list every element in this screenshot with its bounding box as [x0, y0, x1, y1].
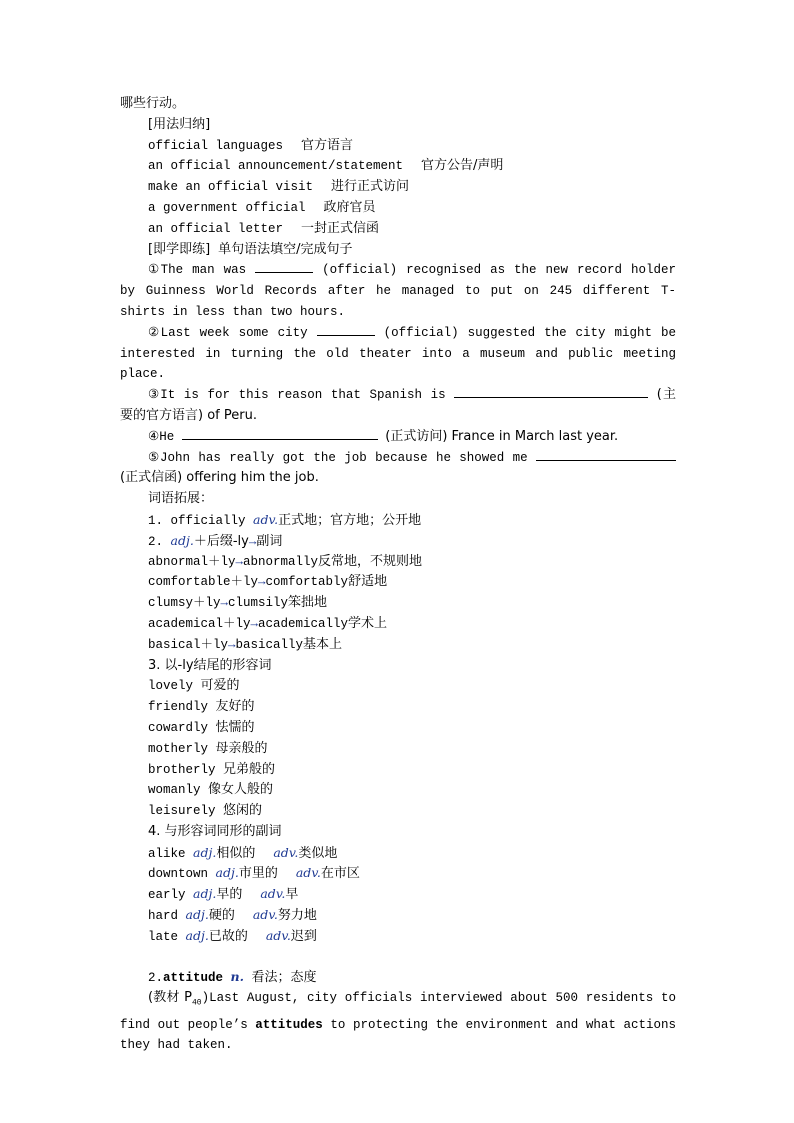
answer-blank[interactable]: [536, 448, 676, 461]
word: brotherly: [148, 762, 216, 777]
translation: 怯懦的: [215, 719, 255, 735]
text: ③It is for this reason that Spanish is: [148, 388, 446, 403]
text: basical＋ly: [148, 637, 229, 652]
exercise-3: [120, 385, 676, 427]
arrow-icon: →: [250, 616, 259, 631]
extension-item-2: [120, 531, 676, 552]
answer-blank[interactable]: [255, 260, 313, 273]
spacer: [120, 947, 676, 968]
same-form-row: [120, 863, 676, 884]
word: hard: [148, 909, 179, 924]
text: 3. 以-ly结尾的形容词: [148, 657, 272, 673]
part-of-speech: adj.: [185, 907, 209, 923]
translation: 看法；态度: [251, 970, 317, 986]
text: )Last August, city officials interviewed about 500 residents to find out people’s: [120, 991, 676, 1032]
text: academical＋ly: [148, 616, 251, 631]
text: academically: [258, 616, 349, 631]
translation: 相似的: [216, 845, 256, 861]
section-label-practice: [120, 240, 676, 261]
translation: 兄弟般的: [223, 761, 276, 777]
word: motherly: [148, 741, 209, 756]
textbook-example: [120, 988, 676, 1056]
arrow-icon: →: [235, 554, 244, 569]
word-row: [120, 801, 676, 822]
usage-item: [120, 136, 676, 157]
phrase: make an official visit: [148, 180, 314, 195]
text: (official) suggested the city might be interested in turning the old theater into a museum and public meeting place.: [120, 325, 676, 382]
translation: 一封正式信函: [301, 220, 380, 236]
part-of-speech: adv.: [252, 907, 278, 923]
extension-item-4: [120, 822, 676, 843]
part-of-speech: adj.: [193, 886, 217, 902]
translation: 反常地，不规则地: [318, 553, 423, 569]
usage-item: [120, 198, 676, 219]
exercise-1: [120, 260, 676, 322]
extension-item-1: [120, 510, 676, 531]
word: downtown: [148, 867, 209, 882]
text: 1. officially: [148, 513, 246, 528]
translation: 进行正式访问: [331, 179, 410, 195]
usage-item: [120, 156, 676, 177]
translation: 官方公告/声明: [421, 158, 504, 174]
same-form-row: [120, 884, 676, 905]
translation: 市里的: [238, 866, 278, 882]
headword: attitude: [163, 971, 224, 986]
text: abnormally: [243, 554, 319, 569]
translation: 早的: [216, 887, 243, 903]
word: leisurely: [148, 804, 216, 819]
arrow-icon: →: [248, 534, 257, 549]
word-row: [120, 739, 676, 760]
part-of-speech: adv.: [295, 865, 321, 881]
highlighted-word: attitudes: [255, 1017, 323, 1032]
exercise-2: [120, 323, 676, 385]
translation: 像女人般的: [208, 782, 274, 798]
translation: 友好的: [215, 699, 255, 715]
text: 词语拓展：: [148, 491, 214, 507]
arrow-icon: →: [220, 596, 229, 611]
arrow-icon: →: [228, 637, 236, 652]
derivation-row: [120, 572, 676, 593]
part-of-speech: adj.: [170, 532, 194, 548]
translation: 可爱的: [200, 678, 240, 694]
answer-blank[interactable]: [454, 385, 648, 398]
text: ⑤John has really got the job because he showed me: [148, 450, 528, 465]
text: (主要的官方语言) of Peru.: [120, 387, 676, 423]
section-label-usage: [120, 115, 676, 136]
usage-item: [120, 219, 676, 240]
text: (教材 P: [148, 990, 192, 1006]
answer-blank[interactable]: [182, 427, 378, 440]
text: clumsy＋ly: [148, 596, 221, 611]
text: [即学即练]: [148, 241, 211, 257]
part-of-speech: adv.: [273, 844, 299, 860]
text-line: [120, 94, 676, 115]
word: womanly: [148, 783, 201, 798]
text: to protecting the environment and what actions they had taken.: [120, 1017, 676, 1053]
text: 单句语法填空/完成句子: [218, 241, 353, 257]
word: friendly: [148, 700, 209, 715]
text: ＋后缀-ly: [193, 533, 249, 549]
derivation-row: [120, 614, 676, 635]
phrase: an official announcement/statement: [148, 159, 404, 174]
word-row: [120, 697, 676, 718]
entry-number: 2.: [148, 971, 164, 986]
translation: 母亲般的: [215, 740, 268, 756]
text: (正式访问) France in March last year.: [385, 428, 619, 444]
part-of-speech: adj.: [185, 927, 209, 943]
word: cowardly: [148, 720, 209, 735]
exercise-5: [120, 448, 676, 490]
text: 4. 与形容词同形的副词: [148, 823, 282, 839]
part-of-speech: adj.: [193, 844, 217, 860]
text: clumsily: [228, 596, 289, 611]
answer-blank[interactable]: [317, 323, 375, 336]
translation: 舒适地: [348, 574, 388, 590]
text: comfortably: [265, 575, 349, 590]
text: ①The man was: [148, 263, 247, 278]
text: ②Last week some city: [148, 325, 308, 340]
text: 2.: [148, 534, 164, 549]
part-of-speech: adv.: [260, 886, 286, 902]
text: 哪些行动。: [120, 96, 186, 111]
text: [用法归纳]: [148, 116, 211, 132]
translation: 努力地: [277, 908, 317, 924]
text: (正式信函) offering him the job.: [120, 470, 319, 486]
word-row: [120, 718, 676, 739]
translation: 硬的: [208, 908, 235, 924]
text: basically: [235, 637, 304, 652]
translation: 在市区: [320, 866, 360, 882]
extension-item-3: [120, 656, 676, 677]
part-of-speech: n.: [230, 969, 244, 985]
same-form-row: [120, 905, 676, 926]
translation: 学术上: [348, 615, 388, 631]
translation: 迟到: [290, 928, 317, 944]
translation: 笨拙地: [288, 595, 328, 611]
translation: 早: [285, 887, 299, 903]
document-body: [120, 94, 676, 1056]
phrase: official languages: [148, 138, 284, 153]
derivation-row: [120, 635, 676, 656]
phrase: an official letter: [148, 221, 284, 236]
translation: 正式地；官方地；公开地: [278, 512, 422, 528]
usage-item: [120, 177, 676, 198]
word-row: [120, 780, 676, 801]
translation: 官方语言: [301, 137, 354, 153]
text: abnormal＋ly: [148, 554, 236, 569]
derivation-row: [120, 593, 676, 614]
text: (official) recognised as the new record holder by Guinness World Records after he managed to put on 245 different T-shirts in less than two hours.: [120, 263, 676, 319]
word-row: [120, 676, 676, 697]
page-subscript: 40: [191, 998, 202, 1008]
part-of-speech: adv.: [253, 511, 279, 527]
word: alike: [148, 846, 186, 861]
arrow-icon: →: [258, 575, 266, 590]
part-of-speech: adj.: [215, 865, 239, 881]
phrase: a government official: [148, 200, 306, 215]
same-form-row: [120, 843, 676, 864]
translation: 悠闲的: [223, 803, 263, 819]
word: early: [148, 888, 186, 903]
word: lovely: [148, 679, 194, 694]
section-label-extension: [120, 489, 676, 510]
text: ④He: [148, 429, 175, 444]
same-form-row: [120, 926, 676, 947]
derivation-row: [120, 552, 676, 573]
part-of-speech: adv.: [265, 927, 291, 943]
exercise-4: [120, 427, 676, 448]
translation: 政府官员: [323, 199, 376, 215]
entry-heading-attitude: [120, 967, 676, 988]
translation: 基本上: [303, 636, 343, 652]
translation: 类似地: [298, 845, 338, 861]
text: comfortable＋ly: [148, 575, 259, 590]
word: late: [148, 929, 179, 944]
translation: 已故的: [208, 928, 248, 944]
text: 副词: [256, 533, 283, 549]
word-row: [120, 760, 676, 781]
